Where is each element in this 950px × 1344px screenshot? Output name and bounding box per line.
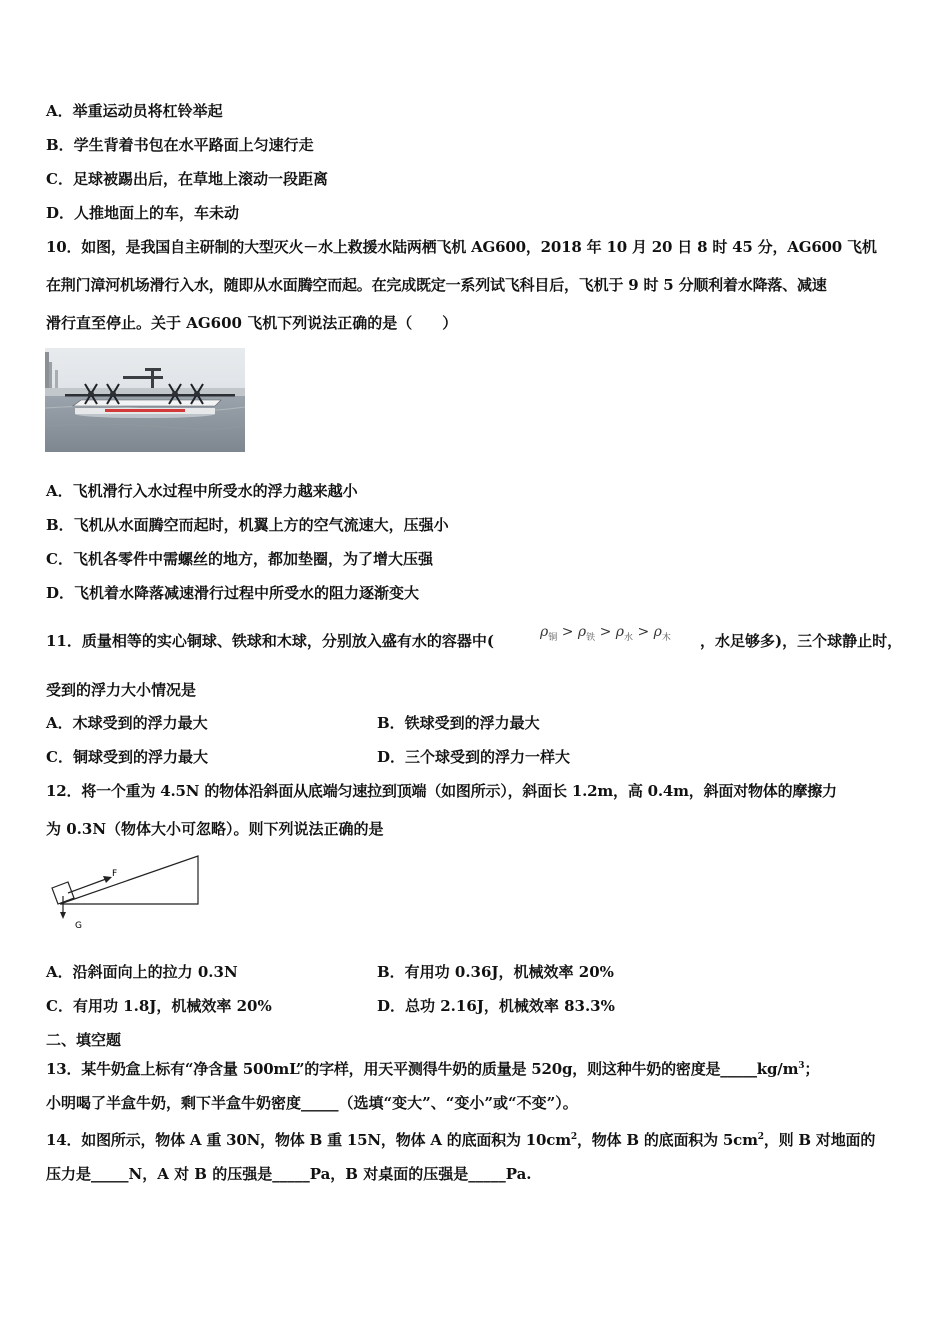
q9-option-d: D．人推地面上的车，车未动 — [46, 204, 240, 222]
q9-option-b: B．学生背着书包在水平路面上匀速行走 — [46, 136, 314, 154]
q9-option-c: C．足球被踢出后，在草地上滚动一段距离 — [46, 170, 328, 188]
q12-stem-line1: 12．将一个重为 4.5N 的物体沿斜面从底端匀速拉到顶端（如图所示），斜面长 1.2m，高 0.4m，斜面对物体的摩擦力 — [46, 782, 837, 800]
incline-diagram — [46, 852, 206, 934]
q14-stem-line2: 压力是_____N，A 对 B 的压强是_____Pa，B 对桌面的压强是_____Pa. — [46, 1165, 532, 1183]
density-inequality: $\rho_铜 > \rho_铁 > \rho_水 > \rho_木$ — [540, 624, 671, 643]
q12-option-a: A．沿斜面向上的拉力 0.3N — [46, 963, 238, 981]
q11-stem-line2: 受到的浮力大小情况是 — [46, 681, 197, 699]
q12-option-d: D．总功 2.16J，机械效率 83.3% — [377, 997, 615, 1015]
q10-option-c: C．飞机各零件中需螺丝的地方，都加垫圈，为了增大压强 — [46, 550, 433, 568]
seaplane-photo — [45, 348, 245, 452]
force-f-label: F — [112, 869, 118, 879]
q11-stem-line1-pre: 11．质量相等的实心铜球、铁球和木球，分别放入盛有水的容器中( — [46, 632, 494, 650]
q10-stem-line2: 在荆门漳河机场滑行入水，随即从水面腾空而起。在完成既定一系列试飞科目后，飞机于 9 时 5 分顺利着水降落、减速 — [46, 276, 827, 294]
q14-stem-line1: 14．如图所示，物体 A 重 30N，物体 B 重 15N，物体 A 的底面积为 $10cm^2$，物体 B 的底面积为 $5cm^2$，则 B 对地面的 — [46, 1131, 876, 1149]
q12-option-c: C．有用功 1.8J，机械效率 20% — [46, 997, 272, 1015]
q11-option-b: B．铁球受到的浮力最大 — [377, 714, 540, 732]
section-title-fill-in: 二、填空题 — [46, 1031, 122, 1049]
q9-option-a: A．举重运动员将杠铃举起 — [46, 102, 223, 120]
q13-stem-line2: 小明喝了半盒牛奶，剩下半盒牛奶密度_____（选填“变大”、“变小”或“不变”）。 — [46, 1094, 578, 1112]
q10-option-b: B．飞机从水面腾空而起时，机翼上方的空气流速大，压强小 — [46, 516, 449, 534]
q10-stem-line1: 10．如图，是我国自主研制的大型灭火－水上救援水陆两栖飞机 AG600，2018 年 10 月 20 日 8 时 45 分，AG600 飞机 — [46, 238, 877, 256]
q12-stem-line2: 为 0.3N（物体大小可忽略）。则下列说法正确的是 — [46, 820, 384, 838]
q10-stem-line3: 滑行直至停止。关于 AG600 飞机下列说法正确的是（ ） — [46, 314, 458, 332]
gravity-g-label: G — [75, 921, 82, 931]
q10-option-a: A．飞机滑行入水过程中所受水的浮力越来越小 — [46, 482, 358, 500]
q11-option-a: A．木球受到的浮力最大 — [46, 714, 208, 732]
q11-option-d: D．三个球受到的浮力一样大 — [377, 748, 571, 766]
q11-stem-line1-post: ，水足够多)，三个球静止时， — [700, 632, 903, 650]
q10-option-d: D．飞机着水降落减速滑行过程中所受水的阻力逐渐变大 — [46, 584, 420, 602]
q11-option-c: C．铜球受到的浮力最大 — [46, 748, 208, 766]
q12-option-b: B．有用功 0.36J，机械效率 20% — [377, 963, 614, 981]
q13-stem-line1: 13．某牛奶盒上标有“净含量 500mL”的字样，用天平测得牛奶的质量是 520g，则这种牛奶的密度是$\_\_\_\_\_kg/m^3$； — [46, 1060, 820, 1078]
